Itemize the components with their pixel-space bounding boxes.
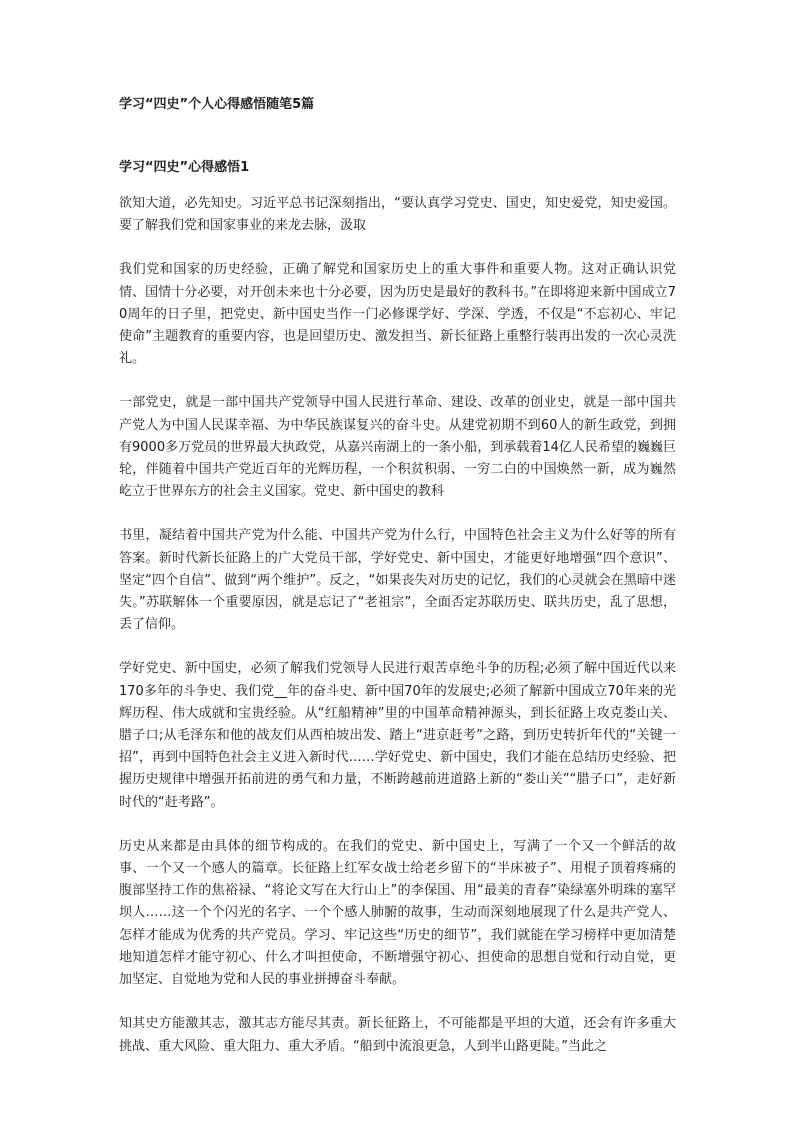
paragraph: 学好党史、新中国史，必须了解我们党领导人民进行艰苦卓绝斗争的历程;必须了解中国近代以来170多年的斗争史、我们党__年的奋斗史、新中国70年的发展史;必须了解新中国成立70年来的光辉历程、伟大成就和宝贵经验。从“红船精神”里的中国革命精神源头，到长征路上攻克娄山关、腊子口;从毛泽东和他的战友们从西柏坡出发、踏上“进京赶考”之路，到历史转折年代的“关键一招”，再到中国特色社会主义进入新时代……学好党史、新中国史，我们才能在总结历史经验、把握历史规律中增强开拓前进的勇气和力量，不断跨越前进道路上新的“娄山关”“腊子口”，走好新时代的“赶考路”。 <box>119 661 676 810</box>
paragraph: 书里，凝结着中国共产党为什么能、中国共产党为什么行，中国特色社会主义为什么好等的所有答案。新时代新长征路上的广大党员干部，学好党史、新中国史，才能更好地增强“四个意识”、坚定“四个自信”、做到“两个维护”。反之，“如果丧失对历史的记忆，我们的心灵就会在黑暗中迷失。”苏联解体一个重要原因，就是忘记了“老祖宗”，全面否定苏联历史、联共历史，乱了思想，丢了信仰。 <box>119 528 676 633</box>
paragraph: 历史从来都是由具体的细节构成的。在我们的党史、新中国史上，写满了一个又一个鲜活的故事、一个又一个感人的篇章。长征路上红军女战士给老乡留下的“半床被子”、用棍子顶着疼痛的腹部坚持工作的焦裕禄、“将论文写在大行山上”的李保国、用“最美的青春”染绿塞外明珠的塞罕坝人……这一个个闪光的名字、一个个感人肺腑的故事，生动而深刻地展现了什么是共产党人、怎样才能成为优秀的共产党员。学习、牢记这些“历史的细节”，我们就能在学习榜样中更加清楚地知道怎样才能守初心、什么才叫担使命，不断增强守初心、担使命的思想自觉和行动自觉，更加坚定、自觉地为党和人民的事业拼搏奋斗奉献。 <box>119 838 676 988</box>
paragraph: 一部党史，就是一部中国共产党领导中国人民进行革命、建设、改革的创业史，就是一部中国共产党人为中国人民谋幸福、为中华民族谋复兴的奋斗史。从建党初期不到60人的新生政党，到拥有9000多万党员的世界最大执政党，从嘉兴南湖上的一条小船，到承载着14亿人民希望的巍巍巨轮，伴随着中国共产党近百年的光辉历程，一个积贫积弱、一穷二白的中国焕然一新，成为巍然屹立于世界东方的社会主义国家。党史、新中国史的教科 <box>119 395 676 500</box>
paragraph: 知其史方能激其志，激其志方能尽其责。新长征路上，不可能都是平坦的大道，还会有许多重大挑战、重大风险、重大阻力、重大矛盾。“船到中流浪更急，人到半山路更陡。”当此之 <box>119 1016 676 1054</box>
paragraph: 欲知大道，必先知史。习近平总书记深刻指出，“要认真学习党史、国史，知史爱党，知史爱国。要了解我们党和国家事业的来龙去脉，汲取 <box>119 196 676 234</box>
section-title: 学习“四史”心得感悟1 <box>119 160 250 175</box>
paragraph: 我们党和国家的历史经验，正确了解党和国家历史上的重大事件和重要人物。这对正确认识党情、国情十分必要，对开创未来也十分必要，因为历史是最好的教科书。”在即将迎来新中国成立70周年的日子里，把党史、新中国史当作一门必修课学好、学深、学透，不仅是“不忘初心、牢记使命”主题教育的重要内容，也是回望历史、激发担当、新长征路上重整行装再出发的一次心灵洗礼。 <box>119 262 676 367</box>
document-title: 学习“四史”个人心得感悟随笔5篇 <box>119 97 315 112</box>
